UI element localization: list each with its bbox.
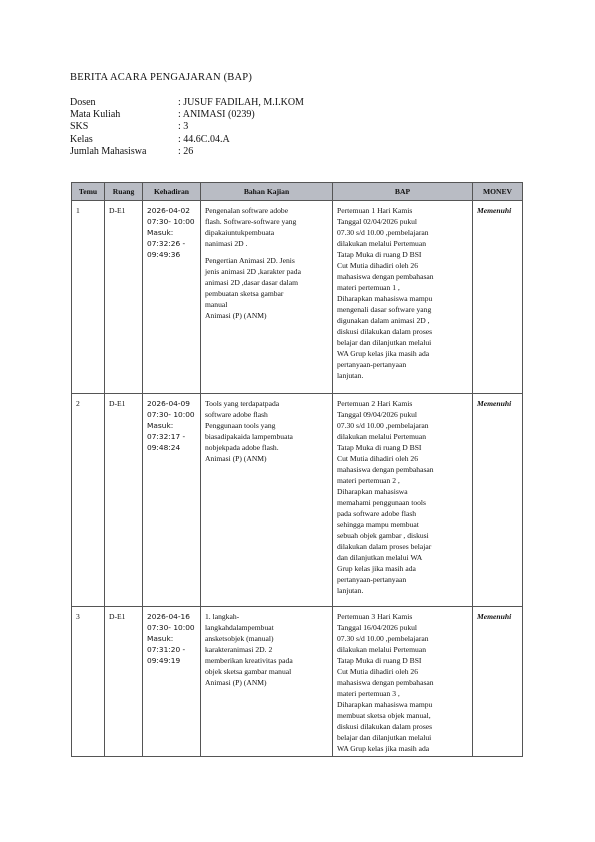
header-temu: Temu: [72, 183, 105, 201]
bap-line: Tatap Muka di ruang D BSI: [337, 656, 422, 665]
temu-value: 2: [76, 399, 80, 408]
bap-line: dilakukan melalui Pertemuan: [337, 239, 426, 248]
bap-line: dan dilanjutkan melalui WA: [337, 553, 423, 562]
info-label: Kelas: [70, 133, 93, 145]
bap-line: Tatap Muka di ruang D BSI: [337, 250, 422, 259]
cell-monev: [473, 394, 523, 607]
kehadiran-line: Masuk:: [147, 421, 174, 430]
bap-line: 07.30 s/d 10.00 ,pembelajaran: [337, 634, 429, 643]
cell-bap: [333, 201, 473, 394]
kehadiran-line: Masuk:: [147, 228, 174, 237]
monev-status: Memenuhi: [477, 399, 512, 408]
bap-line: lanjutan.: [337, 371, 364, 380]
bahan-line: software adobe flash: [205, 410, 268, 419]
info-value: : ANIMASI (0239): [178, 109, 255, 121]
bahan-line: Pengertian Animasi 2D. Jenis: [205, 256, 295, 265]
info-row-dosen: [70, 97, 304, 109]
bap-line: materi pertemuan 1 ,: [337, 283, 400, 292]
ruang-value: D-E1: [109, 399, 126, 408]
bahan-line: Animasi (P) (ANM): [205, 454, 267, 463]
cell-bap: [333, 394, 473, 607]
course-info: [70, 97, 304, 158]
bap-line: sehingga mampu membuat: [337, 520, 419, 529]
bahan-line: memberikan kreativitas pada: [205, 656, 293, 665]
bap-line: 07.30 s/d 10.00 ,pembelajaran: [337, 228, 429, 237]
bap-line: Tanggal 16/04/2026 pukul: [337, 623, 418, 632]
info-value: : JUSUF FADILAH, M.I.KOM: [178, 97, 304, 108]
bap-line: diskusi dilakukan dalam proses: [337, 327, 433, 336]
bap-line: 07.30 s/d 10.00 ,pembelajaran: [337, 421, 429, 430]
bahan-line: karakteranimasi 2D. 2: [205, 645, 273, 654]
page-title: BERITA ACARA PENGAJARAN (BAP): [70, 72, 253, 83]
info-row-mata-kuliah: [70, 109, 304, 121]
bap-line: WA Grup kelas jika masih ada: [337, 744, 430, 753]
bahan-line: pembuatan sketsa gambar: [205, 289, 284, 298]
kehadiran-line: 07:31:20 -: [147, 645, 186, 654]
info-value: : 44.6C.04.A: [178, 133, 230, 145]
kehadiran-line: 2026-04-09: [147, 399, 190, 408]
bap-line: Tatap Muka di ruang D BSI: [337, 443, 422, 452]
bap-line: Diharapkan mahasiswa: [337, 487, 408, 496]
bahan-line: ansketsobjek (manual): [205, 634, 274, 643]
bap-line: Pertemuan 2 Hari Kamis: [337, 399, 413, 408]
bahan-line: nanimasi 2D .: [205, 239, 248, 248]
bap-table: [71, 182, 523, 757]
info-row-sks: [70, 121, 304, 133]
info-label: SKS: [70, 121, 89, 133]
cell-temu: [72, 607, 105, 757]
cell-kehadiran: [143, 201, 201, 394]
header-kehadiran: Kehadiran: [143, 183, 201, 201]
kehadiran-line: 07:30- 10:00: [147, 217, 195, 226]
bap-line: membuat sketsa objek manual,: [337, 711, 431, 720]
info-label: Mata Kuliah: [70, 109, 121, 121]
kehadiran-line: 2026-04-16: [147, 612, 190, 621]
bahan-line: Tools yang terdapatpada: [205, 399, 280, 408]
bahan-line: manual: [205, 300, 228, 309]
cell-bahan-kajian: [201, 394, 333, 607]
bap-line: Pertemuan 1 Hari Kamis: [337, 206, 413, 215]
table-header-row: [72, 183, 523, 201]
bap-line: pertanyaan-pertanyaan: [337, 360, 407, 369]
monev-status: Memenuhi: [477, 206, 512, 215]
info-row-jumlah-mahasiswa: [70, 146, 304, 158]
cell-monev: [473, 607, 523, 757]
bap-line: belajar dan dilanjutkan melalui: [337, 733, 432, 742]
info-label: Dosen: [70, 97, 96, 108]
bap-line: Diharapkan mahasiswa mampu: [337, 294, 433, 303]
bahan-line: langkahdalampembuat: [205, 623, 274, 632]
bap-line: Diharapkan mahasiswa mampu: [337, 700, 433, 709]
bap-line: mahasiswa dengan pembahasan: [337, 272, 434, 281]
bap-line: diskusi dilakukan dalam proses: [337, 722, 433, 731]
bap-line: pada software adobe flash: [337, 509, 417, 518]
cell-ruang: [105, 607, 143, 757]
bap-line: sebuah objek gambar , diskusi: [337, 531, 429, 540]
cell-temu: [72, 201, 105, 394]
bahan-line: animasi 2D ,dasar dasar dalam: [205, 278, 298, 287]
bahan-line: objek sketsa gambar manual: [205, 667, 292, 676]
cell-temu: [72, 394, 105, 607]
bap-line: Tanggal 09/04/2026 pukul: [337, 410, 418, 419]
bap-line: pertanyaan-pertanyaan: [337, 575, 407, 584]
temu-value: 1: [76, 206, 80, 215]
bap-line: memahami penggunaan tools: [337, 498, 426, 507]
bahan-line: Pengenalan software adobe: [205, 206, 289, 215]
header-bahan-kajian: Bahan Kajian: [201, 183, 333, 201]
cell-bahan-kajian: [201, 201, 333, 394]
header-bap: BAP: [333, 183, 473, 201]
cell-kehadiran: [143, 394, 201, 607]
header-monev: MONEV: [473, 183, 523, 201]
bap-line: digunakan dalam animasi 2D ,: [337, 316, 430, 325]
bap-line: dilakukan dalam proses belajar: [337, 542, 432, 551]
bahan-line: nobjekpada adobe flash.: [205, 443, 279, 452]
bahan-line: dipakaiuntukpembuata: [205, 228, 275, 237]
kehadiran-line: 07:32:26 -: [147, 239, 186, 248]
bahan-line: jenis animasi 2D ,karakter pada: [205, 267, 301, 276]
info-value: : 3: [178, 121, 189, 133]
bap-line: Pertemuan 3 Hari Kamis: [337, 612, 413, 621]
bap-line: Grup kelas jika masih ada: [337, 564, 416, 573]
kehadiran-line: 09:49:36: [147, 250, 181, 259]
cell-monev: [473, 201, 523, 394]
bap-line: WA Grup kelas jika masih ada: [337, 349, 430, 358]
bap-line: materi pertemuan 2 ,: [337, 476, 400, 485]
bap-line: lanjutan.: [337, 586, 364, 595]
kehadiran-line: 09:49:19: [147, 656, 181, 665]
bap-line: belajar dan dilanjutkan melalui: [337, 338, 432, 347]
bahan-line: Penggunaan tools yang: [205, 421, 276, 430]
info-row-kelas: [70, 134, 304, 146]
bap-line: Cut Mutia dihadiri oleh 26: [337, 667, 418, 676]
bap-line: mahasiswa dengan pembahasan: [337, 465, 434, 474]
bap-line: mahasiswa dengan pembahasan: [337, 678, 434, 687]
kehadiran-line: 07:32:17 -: [147, 432, 186, 441]
header-ruang: Ruang: [105, 183, 143, 201]
bap-line: dilakukan melalui Pertemuan: [337, 645, 426, 654]
ruang-value: D-E1: [109, 612, 126, 621]
kehadiran-line: Masuk:: [147, 634, 174, 643]
table-row: [72, 201, 523, 394]
bap-line: materi pertemuan 3 ,: [337, 689, 400, 698]
kehadiran-line: 2026-04-02: [147, 206, 190, 215]
info-value: : 26: [178, 145, 194, 157]
bap-line: Tanggal 02/04/2026 pukul: [337, 217, 418, 226]
temu-value: 3: [76, 612, 80, 621]
bahan-line: Animasi (P) (ANM): [205, 311, 267, 320]
bahan-line: 1. langkah-: [205, 612, 240, 621]
bap-line: dilakukan melalui Pertemuan: [337, 432, 426, 441]
kehadiran-line: 07:30- 10:00: [147, 410, 195, 419]
bap-line: Cut Mutia dihadiri oleh 26: [337, 454, 418, 463]
kehadiran-line: 09:48:24: [147, 443, 181, 452]
bap-line: mengenali dasar software yang: [337, 305, 432, 314]
cell-bahan-kajian: [201, 607, 333, 757]
cell-ruang: [105, 394, 143, 607]
bap-line: Cut Mutia dihadiri oleh 26: [337, 261, 418, 270]
cell-kehadiran: [143, 607, 201, 757]
bahan-line: biasadipakaida lampembuata: [205, 432, 293, 441]
cell-bap: [333, 607, 473, 757]
info-label: Jumlah Mahasiswa: [70, 145, 147, 157]
monev-status: Memenuhi: [477, 612, 512, 621]
cell-ruang: [105, 201, 143, 394]
ruang-value: D-E1: [109, 206, 126, 215]
bahan-line: flash. Software-software yang: [205, 217, 297, 226]
kehadiran-line: 07:30- 10:00: [147, 623, 195, 632]
table-row: [72, 607, 523, 757]
table-row: [72, 394, 523, 607]
bahan-line: Animasi (P) (ANM): [205, 678, 267, 687]
